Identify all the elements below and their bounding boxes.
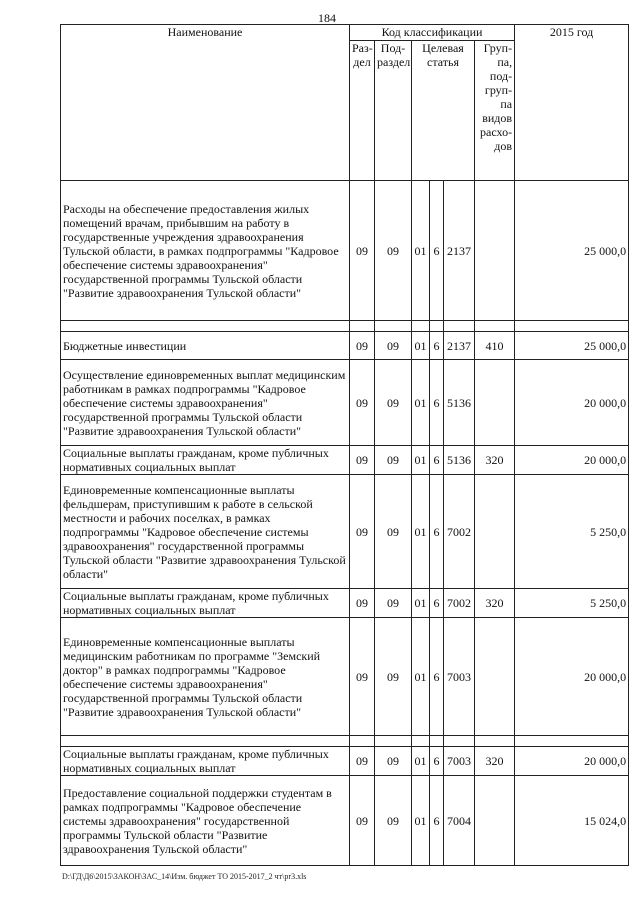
item-name-cell: Осуществление единовременных выплат медицинским работникам в рамках подпрограммы "Кадровое обеспечение системы здравоохранения" государственной программы Тульской области "Развитие здравоохранения Тульской области" — [61, 360, 350, 446]
expense-type-cell — [475, 360, 515, 446]
target-code-3-cell: 5136 — [444, 446, 475, 475]
amount-cell: 20 000,0 — [515, 360, 629, 446]
target-code-1-cell: 01 — [412, 360, 430, 446]
target-code-3-cell: 7002 — [444, 589, 475, 618]
expense-type-cell: 320 — [475, 446, 515, 475]
target-code-3-cell: 7002 — [444, 475, 475, 589]
amount-cell: 20 000,0 — [515, 618, 629, 736]
podrazdel-cell: 09 — [375, 747, 412, 776]
razdel-cell: 09 — [350, 181, 375, 321]
table-row — [61, 747, 629, 776]
podrazdel-cell: 09 — [375, 332, 412, 360]
expense-type-cell: 320 — [475, 747, 515, 776]
podrazdel-cell: 09 — [375, 776, 412, 866]
razdel-cell: 09 — [350, 747, 375, 776]
target-code-3-cell: 7003 — [444, 747, 475, 776]
razdel-cell: 09 — [350, 332, 375, 360]
target-code-3-cell: 7004 — [444, 776, 475, 866]
amount-cell: 25 000,0 — [515, 332, 629, 360]
expense-type-cell — [475, 181, 515, 321]
item-name-cell: Социальные выплаты гражданам, кроме публичных нормативных социальных выплат — [61, 589, 350, 618]
target-code-1-cell: 01 — [412, 332, 430, 360]
amount-cell: 20 000,0 — [515, 446, 629, 475]
target-code-1-cell: 01 — [412, 618, 430, 736]
target-code-3-cell: 2137 — [444, 181, 475, 321]
item-name-cell: Единовременные компенсационные выплаты медицинским работникам по программе "Земский доктор" в рамках подпрограммы "Кадровое обеспечение системы здравоохранения" государственной программы Тульской области "Развитие здравоохранения Тульской области" — [61, 618, 350, 736]
table-row — [61, 181, 629, 321]
target-code-2-cell: 6 — [430, 618, 444, 736]
target-code-2-cell: 6 — [430, 332, 444, 360]
table-row — [61, 776, 629, 866]
target-code-1-cell: 01 — [412, 181, 430, 321]
expense-type-cell — [475, 618, 515, 736]
header-year: 2015 год — [515, 25, 629, 181]
razdel-cell: 09 — [350, 475, 375, 589]
item-name-cell: Предоставление социальной поддержки студентам в рамках подпрограммы "Кадровое обеспечение системы здравоохранения" государственной программы Тульской области "Развитие здравоохранения Тульской области" — [61, 776, 350, 866]
expense-type-cell — [475, 475, 515, 589]
target-code-2-cell: 6 — [430, 747, 444, 776]
expense-type-cell: 320 — [475, 589, 515, 618]
target-code-1-cell: 01 — [412, 589, 430, 618]
header-subsection: Под- раздел — [375, 41, 412, 181]
razdel-cell: 09 — [350, 776, 375, 866]
item-name-cell: Социальные выплаты гражданам, кроме публичных нормативных социальных выплат — [61, 747, 350, 776]
item-name-cell: Расходы на обеспечение предоставления жилых помещений врачам, прибывшим на работу в государственные учреждения здравоохранения Тульской области, в рамках подпрограммы "Кадровое обеспечение системы здравоохранения" государственной программы Тульской области "Развитие здравоохранения Тульской области" — [61, 181, 350, 321]
table-row — [61, 589, 629, 618]
amount-cell: 5 250,0 — [515, 589, 629, 618]
target-code-1-cell: 01 — [412, 747, 430, 776]
amount-cell: 25 000,0 — [515, 181, 629, 321]
amount-cell: 15 024,0 — [515, 776, 629, 866]
target-code-3-cell: 2137 — [444, 332, 475, 360]
razdel-cell: 09 — [350, 360, 375, 446]
item-name-cell: Социальные выплаты гражданам, кроме публичных нормативных социальных выплат — [61, 446, 350, 475]
amount-cell: 5 250,0 — [515, 475, 629, 589]
razdel-cell: 09 — [350, 589, 375, 618]
target-code-2-cell: 6 — [430, 360, 444, 446]
table-row — [61, 332, 629, 360]
podrazdel-cell: 09 — [375, 360, 412, 446]
target-code-1-cell: 01 — [412, 446, 430, 475]
target-code-3-cell: 7003 — [444, 618, 475, 736]
podrazdel-cell: 09 — [375, 475, 412, 589]
header-section: Раз- дел — [350, 41, 375, 181]
item-name-cell: Бюджетные инвестиции — [61, 332, 350, 360]
header-group: Груп- па, под- груп- па видов расхо- дов — [475, 41, 515, 181]
razdel-cell: 09 — [350, 446, 375, 475]
spacer-row — [61, 321, 629, 332]
podrazdel-cell: 09 — [375, 618, 412, 736]
target-code-2-cell: 6 — [430, 475, 444, 589]
target-code-2-cell: 6 — [430, 776, 444, 866]
target-code-1-cell: 01 — [412, 776, 430, 866]
podrazdel-cell: 09 — [375, 589, 412, 618]
table-row — [61, 475, 629, 589]
target-code-2-cell: 6 — [430, 181, 444, 321]
table-row — [61, 618, 629, 736]
target-code-3-cell: 5136 — [444, 360, 475, 446]
expense-type-cell: 410 — [475, 332, 515, 360]
podrazdel-cell: 09 — [375, 181, 412, 321]
budget-table — [60, 24, 629, 866]
header-classification: Код классификации — [350, 25, 515, 41]
target-code-2-cell: 6 — [430, 446, 444, 475]
target-code-2-cell: 6 — [430, 589, 444, 618]
expense-type-cell — [475, 776, 515, 866]
header-name: Наименование — [61, 25, 350, 181]
amount-cell: 20 000,0 — [515, 747, 629, 776]
footer-file-path: D:\ГД\Д6\2015\ЗАКОН\ЗАС_14\Изм. бюджет ТО 2015-2017_2 чт\pr3.xls — [62, 872, 307, 881]
header-target: Целевая статья — [412, 41, 475, 181]
table-row — [61, 446, 629, 475]
spacer-row — [61, 736, 629, 747]
podrazdel-cell: 09 — [375, 446, 412, 475]
target-code-1-cell: 01 — [412, 475, 430, 589]
razdel-cell: 09 — [350, 618, 375, 736]
table-row — [61, 360, 629, 446]
page-number: 184 — [318, 11, 336, 25]
item-name-cell: Единовременные компенсационные выплаты фельдшерам, приступившим к работе в сельской местности и рабочих поселках, в рамках подпрограммы "Кадровое обеспечение системы здравоохранения" государственной программы Тульской области "Развитие здравоохранения Тульской области" — [61, 475, 350, 589]
